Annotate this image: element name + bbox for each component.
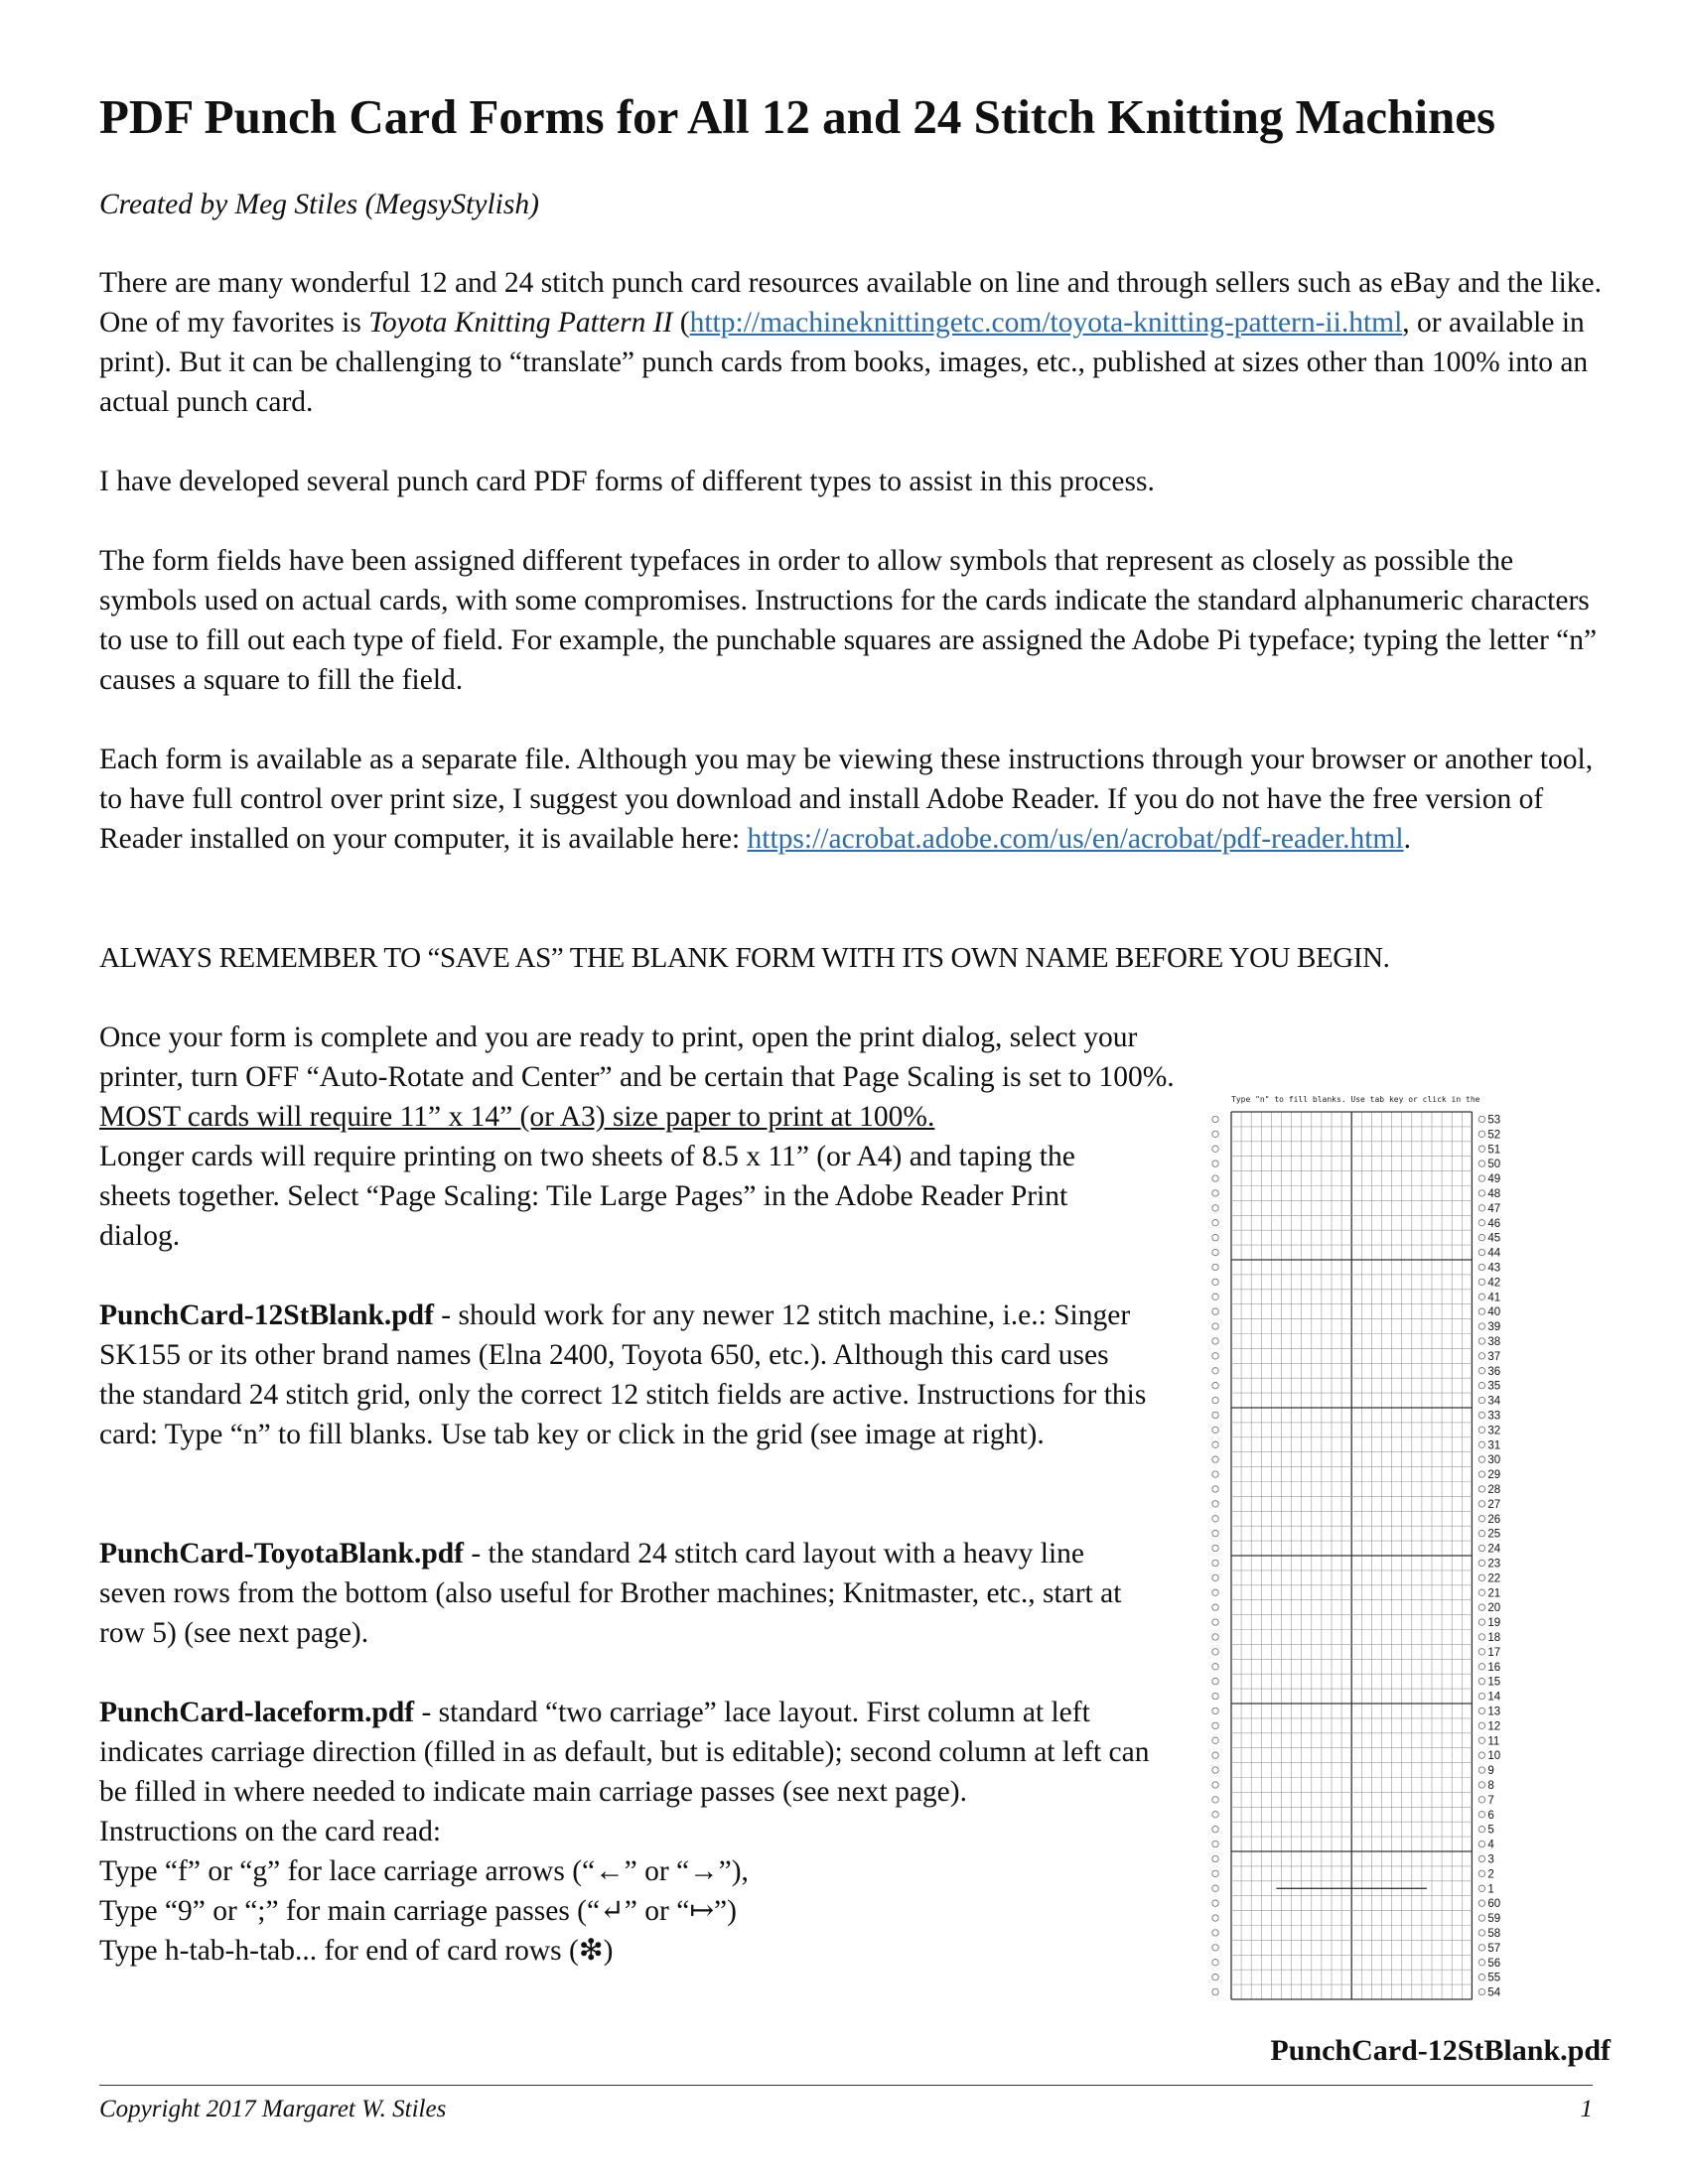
right-sprocket-hole	[1478, 1634, 1484, 1640]
right-sprocket-hole	[1478, 1220, 1484, 1226]
row-number-label: 56	[1487, 1957, 1501, 1970]
right-sprocket-hole	[1478, 1988, 1484, 1994]
right-sprocket-hole	[1478, 1338, 1484, 1344]
right-sprocket-hole	[1478, 1190, 1484, 1196]
row-number-label: 14	[1487, 1691, 1501, 1704]
row-number-label: 48	[1487, 1187, 1501, 1200]
right-sprocket-hole	[1478, 1516, 1484, 1522]
each-form-paragraph	[99, 740, 1609, 859]
card-caption: PunchCard-12StBlank.pdf	[1270, 2034, 1611, 2067]
left-sprocket-hole	[1212, 1412, 1218, 1418]
right-sprocket-hole	[1478, 1885, 1484, 1891]
row-number-label: 40	[1487, 1306, 1501, 1319]
row-number-label: 36	[1487, 1365, 1501, 1378]
row-number-label: 6	[1487, 1809, 1494, 1822]
right-sprocket-hole	[1478, 1545, 1484, 1551]
row-number-label: 49	[1487, 1173, 1501, 1186]
intro-text-b: (	[672, 307, 690, 339]
right-sprocket-hole	[1478, 1427, 1484, 1433]
right-sprocket-hole	[1478, 1560, 1484, 1566]
right-sprocket-hole	[1478, 1841, 1484, 1846]
lace-paragraph	[99, 1693, 1152, 1971]
right-sprocket-hole	[1478, 1160, 1484, 1166]
toyota-filename: PunchCard-ToyotaBlank.pdf	[99, 1538, 464, 1570]
row-number-label: 43	[1487, 1262, 1501, 1275]
left-sprocket-hole	[1212, 1471, 1218, 1477]
right-sprocket-hole	[1478, 1678, 1484, 1684]
right-sprocket-hole	[1478, 1782, 1484, 1788]
row-number-label: 37	[1487, 1350, 1501, 1363]
left-sprocket-hole	[1212, 1664, 1218, 1670]
left-sprocket-hole	[1212, 1427, 1218, 1433]
paper-size-note: MOST cards will require 11” x 14” (or A3) size paper to print at 100%.	[99, 1101, 935, 1133]
row-number-label: 22	[1487, 1572, 1501, 1585]
left-sprocket-hole	[1212, 1323, 1218, 1329]
row-number-label: 33	[1487, 1410, 1501, 1423]
right-sprocket-hole	[1478, 1205, 1484, 1211]
left-sprocket-hole	[1212, 1131, 1218, 1137]
left-sprocket-hole	[1212, 1264, 1218, 1270]
row-number-label: 11	[1487, 1735, 1500, 1748]
left-sprocket-hole	[1212, 1767, 1218, 1773]
right-sprocket-hole	[1478, 1353, 1484, 1359]
page-title: PDF Punch Card Forms for All 12 and 24 Stitch Knitting Machines	[99, 89, 1496, 144]
row-number-label: 2	[1487, 1868, 1494, 1881]
left-sprocket-hole	[1212, 1812, 1218, 1818]
punch-card-grid	[1203, 1090, 1611, 2015]
left-sprocket-hole	[1212, 1988, 1218, 1994]
lace-filename: PunchCard-laceform.pdf	[99, 1697, 415, 1728]
row-number-label: 8	[1487, 1779, 1494, 1792]
left-sprocket-hole	[1212, 1160, 1218, 1166]
right-sprocket-hole	[1478, 1826, 1484, 1832]
right-sprocket-hole	[1478, 1960, 1484, 1966]
right-sprocket-hole	[1478, 1234, 1484, 1240]
right-sprocket-hole	[1478, 1116, 1484, 1122]
left-sprocket-hole	[1212, 1234, 1218, 1240]
right-sprocket-hole	[1478, 1441, 1484, 1447]
right-sprocket-hole	[1478, 1249, 1484, 1255]
right-sprocket-hole	[1478, 1382, 1484, 1388]
row-number-label: 13	[1487, 1706, 1501, 1718]
print-instructions-b	[99, 1097, 1152, 1256]
row-number-label: 47	[1487, 1202, 1501, 1215]
left-sprocket-hole	[1212, 1146, 1218, 1152]
right-sprocket-hole	[1478, 1471, 1484, 1477]
row-number-label: 30	[1487, 1454, 1501, 1467]
lace-instruction-1: Type “f” or “g” for lace carriage arrows (“←” or “→”),	[99, 1855, 749, 1887]
left-sprocket-hole	[1212, 1382, 1218, 1388]
byline	[99, 185, 1609, 224]
lace-instruction-2: Type “9” or “;” for main carriage passes (“↵” or “↦”)	[99, 1895, 737, 1927]
right-sprocket-hole	[1478, 1767, 1484, 1773]
left-sprocket-hole	[1212, 1974, 1218, 1979]
right-sprocket-hole	[1478, 1294, 1484, 1299]
left-sprocket-hole	[1212, 1634, 1218, 1640]
left-sprocket-hole	[1212, 1752, 1218, 1758]
row-number-label: 26	[1487, 1513, 1501, 1526]
row-number-label: 9	[1487, 1765, 1494, 1778]
right-sprocket-hole	[1478, 1530, 1484, 1536]
row-number-label: 24	[1487, 1543, 1501, 1556]
row-number-label: 50	[1487, 1159, 1501, 1171]
right-sprocket-hole	[1478, 1604, 1484, 1610]
toyota-book-link[interactable]: http://machineknittingetc.com/toyota-knitting-pattern-ii.html	[689, 307, 1403, 339]
right-sprocket-hole	[1478, 1619, 1484, 1625]
right-sprocket-hole	[1478, 1264, 1484, 1270]
left-sprocket-hole	[1212, 1930, 1218, 1936]
row-number-label: 54	[1487, 1986, 1501, 1999]
row-number-label: 39	[1487, 1321, 1501, 1334]
row-number-label: 35	[1487, 1380, 1501, 1393]
left-sprocket-hole	[1212, 1885, 1218, 1891]
row-number-label: 59	[1487, 1913, 1501, 1926]
row-number-label: 23	[1487, 1558, 1501, 1570]
left-sprocket-hole	[1212, 1338, 1218, 1344]
toyota-paragraph	[99, 1534, 1152, 1653]
row-number-label: 27	[1487, 1498, 1501, 1511]
row-number-label: 17	[1487, 1646, 1501, 1659]
row-number-label: 16	[1487, 1661, 1501, 1674]
right-sprocket-hole	[1478, 1900, 1484, 1906]
right-sprocket-hole	[1478, 1368, 1484, 1374]
row-number-label: 34	[1487, 1395, 1501, 1408]
row-number-label: 25	[1487, 1528, 1501, 1541]
left-sprocket-hole	[1212, 1190, 1218, 1196]
lace-instructions-heading: Instructions on the card read:	[99, 1816, 442, 1847]
row-number-label: 52	[1487, 1129, 1501, 1142]
blank12-paragraph	[99, 1296, 1152, 1454]
row-number-label: 28	[1487, 1483, 1501, 1496]
left-sprocket-hole	[1212, 1116, 1218, 1122]
left-sprocket-hole	[1212, 1294, 1218, 1299]
row-number-label: 38	[1487, 1335, 1501, 1348]
left-sprocket-hole	[1212, 1560, 1218, 1566]
intro-text-c: , or available in print). But it can be challenging to “translate” punch cards from books, images, etc., published at sizes other than 100% into an actual punch card.	[99, 307, 1589, 418]
left-sprocket-hole	[1212, 1797, 1218, 1803]
left-sprocket-hole	[1212, 1501, 1218, 1507]
right-sprocket-hole	[1478, 1456, 1484, 1462]
book-title: Toyota Knitting Pattern II	[368, 307, 673, 339]
left-sprocket-hole	[1212, 1960, 1218, 1966]
left-sprocket-hole	[1212, 1915, 1218, 1921]
row-number-label: 51	[1487, 1144, 1501, 1157]
right-sprocket-hole	[1478, 1397, 1484, 1403]
print-instructions-a: Once your form is complete and you are ready to print, open the print dialog, select your printer, turn OFF “Auto-Rotate and Center” and be certain that Page Scaling is set to 100%.	[99, 1022, 1175, 1093]
left-sprocket-hole	[1212, 1678, 1218, 1684]
left-sprocket-hole	[1212, 1900, 1218, 1906]
footer-copyright: Copyright 2017 Margaret W. Stiles	[99, 2096, 447, 2122]
row-number-label: 57	[1487, 1942, 1501, 1955]
right-sprocket-hole	[1478, 1486, 1484, 1492]
row-number-label: 53	[1487, 1114, 1501, 1127]
row-number-label: 21	[1487, 1587, 1501, 1600]
left-sprocket-hole	[1212, 1353, 1218, 1359]
row-number-label: 10	[1487, 1750, 1501, 1763]
row-number-label: 45	[1487, 1232, 1501, 1245]
left-sprocket-hole	[1212, 1279, 1218, 1285]
toyota-text: - the standard 24 stitch card layout with a heavy line seven rows from the bottom (also useful for Brother machines; Knitmaster, etc., start at row 5) (see next page).	[99, 1538, 1122, 1649]
left-sprocket-hole	[1212, 1693, 1218, 1699]
row-number-label: 20	[1487, 1602, 1501, 1615]
left-sprocket-hole	[1212, 1574, 1218, 1580]
blank12-filename: PunchCard-12StBlank.pdf	[99, 1299, 434, 1331]
row-number-label: 1	[1487, 1883, 1494, 1896]
left-sprocket-hole	[1212, 1175, 1218, 1181]
row-number-label: 3	[1487, 1853, 1494, 1866]
left-sprocket-hole	[1212, 1649, 1218, 1655]
row-number-label: 5	[1487, 1824, 1494, 1837]
byline-text: Created by Meg Stiles (MegsyStylish)	[99, 189, 539, 220]
right-sprocket-hole	[1478, 1308, 1484, 1314]
left-sprocket-hole	[1212, 1441, 1218, 1447]
each-form-text-a: Each form is available as a separate file. Although you may be viewing these instructions through your browser or another tool, to have full control over print size, I suggest you download and install Adobe Reader. If you do not have the free version of Reader installed on your computer, it is available here:	[99, 744, 1594, 855]
right-sprocket-hole	[1478, 1589, 1484, 1595]
row-number-label: 18	[1487, 1631, 1501, 1644]
left-sprocket-hole	[1212, 1782, 1218, 1788]
right-sprocket-hole	[1478, 1797, 1484, 1803]
right-sprocket-hole	[1478, 1855, 1484, 1861]
right-sprocket-hole	[1478, 1649, 1484, 1655]
punch-card-image	[1203, 1090, 1611, 2015]
left-sprocket-hole	[1212, 1737, 1218, 1743]
left-sprocket-hole	[1212, 1456, 1218, 1462]
left-sprocket-hole	[1212, 1841, 1218, 1846]
intro-text-a: There are many wonderful 12 and 24 stitch punch card resources available on line and through sellers such as eBay and the like. One of my favorites is	[99, 267, 1602, 339]
left-sprocket-hole	[1212, 1722, 1218, 1728]
row-number-label: 15	[1487, 1676, 1501, 1689]
right-sprocket-hole	[1478, 1574, 1484, 1580]
right-sprocket-hole	[1478, 1870, 1484, 1876]
left-sprocket-hole	[1212, 1707, 1218, 1713]
left-sprocket-hole	[1212, 1486, 1218, 1492]
row-number-label: 60	[1487, 1898, 1501, 1911]
fields-paragraph: The form fields have been assigned different typefaces in order to allow symbols that represent as closely as possible the symbols used on actual cards, with some compromises. Instructions for the cards indicate the standard alphanumeric characters to use to fill out each type of field. For example, the punchable squares are assigned the Adobe Pi typeface; typing the letter “n” causes a square to fill the field.	[99, 545, 1598, 696]
row-number-label: 29	[1487, 1469, 1501, 1482]
row-number-label: 31	[1487, 1439, 1501, 1452]
left-sprocket-hole	[1212, 1397, 1218, 1403]
developed-paragraph: I have developed several punch card PDF forms of different types to assist in this process.	[99, 466, 1155, 497]
row-number-label: 44	[1487, 1247, 1501, 1260]
blank12-text: - should work for any newer 12 stitch machine, i.e.: Singer SK155 or its other brand names (Elna 2400, Toyota 650, etc.). Although this card uses the standard 24 stitch grid, only the correct 12 stitch fields are active. Instructions for this card: Type “n” to fill blanks. Use tab key or click in the grid (see image at right).	[99, 1299, 1147, 1450]
left-sprocket-hole	[1212, 1516, 1218, 1522]
right-sprocket-hole	[1478, 1707, 1484, 1713]
right-sprocket-hole	[1478, 1131, 1484, 1137]
row-number-label: 7	[1487, 1794, 1494, 1807]
right-sprocket-hole	[1478, 1664, 1484, 1670]
right-sprocket-hole	[1478, 1146, 1484, 1152]
right-sprocket-hole	[1478, 1915, 1484, 1921]
row-number-label: 41	[1487, 1292, 1501, 1304]
right-sprocket-hole	[1478, 1930, 1484, 1936]
right-sprocket-hole	[1478, 1737, 1484, 1743]
right-sprocket-hole	[1478, 1175, 1484, 1181]
left-sprocket-hole	[1212, 1545, 1218, 1551]
print-instructions-tail: Longer cards will require printing on two sheets of 8.5 x 11” (or A4) and taping the sheets together. Select “Page Scaling: Tile Large Pages” in the Adobe Reader Print dialog.	[99, 1141, 1075, 1252]
row-number-label: 55	[1487, 1972, 1501, 1984]
right-sprocket-hole	[1478, 1501, 1484, 1507]
left-sprocket-hole	[1212, 1855, 1218, 1861]
footer-divider	[99, 2085, 1593, 2086]
left-sprocket-hole	[1212, 1249, 1218, 1255]
right-sprocket-hole	[1478, 1412, 1484, 1418]
right-sprocket-hole	[1478, 1752, 1484, 1758]
left-sprocket-hole	[1212, 1308, 1218, 1314]
adobe-reader-link[interactable]: https://acrobat.adobe.com/us/en/acrobat/pdf-reader.html	[747, 823, 1404, 855]
right-sprocket-hole	[1478, 1974, 1484, 1979]
row-number-label: 42	[1487, 1277, 1501, 1290]
left-sprocket-hole	[1212, 1619, 1218, 1625]
left-sprocket-hole	[1212, 1205, 1218, 1211]
left-sprocket-hole	[1212, 1220, 1218, 1226]
right-sprocket-hole	[1478, 1722, 1484, 1728]
row-number-label: 32	[1487, 1425, 1501, 1437]
page-number: 1	[1580, 2096, 1593, 2122]
left-sprocket-hole	[1212, 1368, 1218, 1374]
lace-instruction-3: Type h-tab-h-tab... for end of card rows (❇)	[99, 1935, 614, 1967]
row-number-label: 46	[1487, 1217, 1501, 1230]
intro-paragraph	[99, 263, 1609, 422]
left-sprocket-hole	[1212, 1589, 1218, 1595]
row-number-label: 4	[1487, 1839, 1494, 1851]
left-sprocket-hole	[1212, 1870, 1218, 1876]
right-sprocket-hole	[1478, 1693, 1484, 1699]
lace-text: - standard “two carriage” lace layout. First column at left indicates carriage direction (filled in as default, but is editable); second column at left can be filled in where needed to indicate main carriage passes (see next page).	[99, 1697, 1150, 1808]
row-number-label: 58	[1487, 1927, 1501, 1940]
left-sprocket-hole	[1212, 1826, 1218, 1832]
row-number-label: 19	[1487, 1617, 1501, 1630]
right-sprocket-hole	[1478, 1279, 1484, 1285]
right-sprocket-hole	[1478, 1323, 1484, 1329]
right-sprocket-hole	[1478, 1945, 1484, 1951]
left-sprocket-hole	[1212, 1530, 1218, 1536]
always-remember-paragraph: ALWAYS REMEMBER TO “SAVE AS” THE BLANK FORM WITH ITS OWN NAME BEFORE YOU BEGIN.	[99, 942, 1390, 974]
row-number-label: 12	[1487, 1720, 1501, 1733]
left-sprocket-hole	[1212, 1945, 1218, 1951]
each-form-text-b: .	[1403, 823, 1411, 855]
left-sprocket-hole	[1212, 1604, 1218, 1610]
right-sprocket-hole	[1478, 1812, 1484, 1818]
card-header-text: Type "n" to fill blanks. Use tab key or click in the	[1231, 1095, 1480, 1104]
